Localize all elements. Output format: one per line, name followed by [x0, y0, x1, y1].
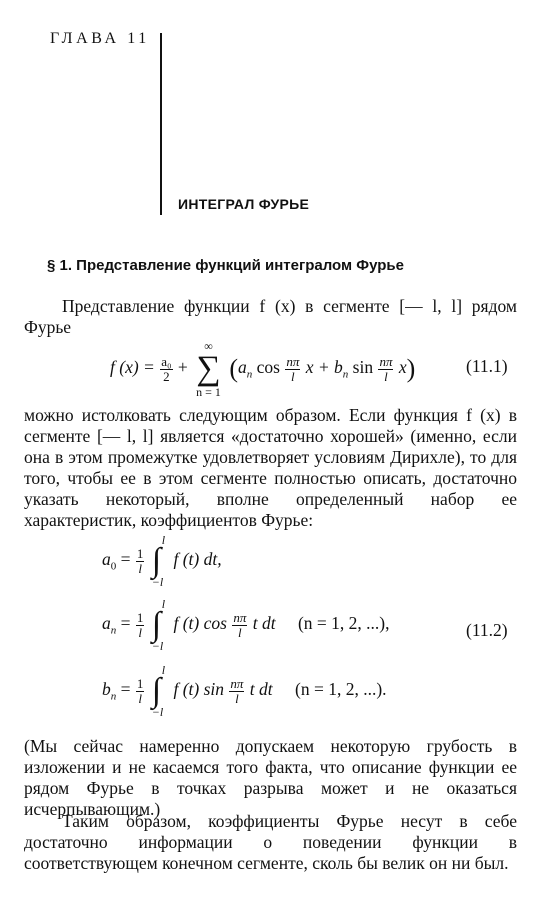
paragraph-4: Таким образом, коэффициенты Фурье несут в себе достаточно информации о поведении функции в соответствующем конечном сегменте, сколь бы велик он ни был. [24, 811, 517, 873]
eq1-plus: + [177, 357, 188, 378]
paragraph-2: можно истолковать следующим образом. Если функция f (x) в сегменте [— l, l] является «достаточно хорошей» (именно, если она в этом промежутке удовлетворяет условиям Дирихле), то для того, чтобы ее в этом сегменте полностью описать, достаточно указать некоторый, вполне определенный набор ее характеристик, коэффициентов Фурье: [24, 405, 517, 530]
eq1-b-sub: n [342, 368, 349, 381]
equation-11-2-line-2 [102, 598, 389, 652]
eq2-bn: b [102, 679, 111, 700]
eq1-x2: x [398, 357, 407, 378]
eq1-lhs: f (x) = [110, 357, 155, 378]
eq2-integral-2 [152, 598, 165, 652]
chapter-title: ИНТЕГРАЛ ФУРЬЕ [178, 196, 310, 212]
eq2-int1-bottom: −l [151, 575, 164, 589]
eq2-npi-den-3: l [235, 690, 239, 706]
eq2-int1-symbol: ∫ [151, 542, 162, 579]
eq2-body-3a: f (t) sin [173, 679, 225, 700]
paragraph-1: Представление функции f (x) в сегменте [— l, l] рядом Фурье [24, 296, 517, 337]
equation-11-2-line-3 [102, 664, 387, 718]
eq2-int2-symbol: ∫ [151, 606, 162, 643]
eq2-integral-1 [152, 534, 165, 588]
eq1-b: b [334, 357, 343, 378]
chapter-label: ГЛАВА 11 [50, 30, 150, 47]
eq1-frac2-den: l [384, 368, 388, 384]
equation-11-1 [110, 340, 415, 398]
eq2-int2-top: l [161, 597, 166, 611]
paragraph-3: (Мы сейчас намеренно допускаем некоторую грубость в изложении и не касаемся того факта, что описание функции ее рядом Фурье в точках разрыва может и не оказаться исчерпывающим.) [24, 736, 517, 819]
eq2-one-2: 1 [136, 609, 144, 625]
eq2-int2-bottom: −l [151, 639, 164, 653]
equation-11-2-line-1 [102, 534, 222, 588]
eq1-cos: cos [256, 357, 280, 378]
eq1-sum [196, 340, 221, 398]
eq2-condition-2: (n = 1, 2, ...), [297, 613, 390, 634]
eq2-frac-npi-2 [232, 611, 247, 639]
eq1-open-paren: ( [229, 354, 238, 383]
eq2-npi-num-3: nπ [230, 675, 244, 691]
eq2-an-sub: n [110, 624, 117, 637]
equation-number-11-2: (11.2) [466, 620, 508, 640]
eq2-l-1: l [138, 560, 142, 576]
eq2-body-2a: f (t) cos [173, 613, 227, 634]
eq2-condition-3: (n = 1, 2, ...). [295, 679, 387, 700]
eq2-l-2: l [138, 624, 142, 640]
eq2-int1-top: l [161, 533, 166, 547]
eq1-a0-fraction [160, 355, 172, 383]
eq1-frac2-num: nπ [379, 353, 393, 369]
eq1-a: a [237, 357, 247, 378]
eq2-body-2b: t dt [252, 613, 276, 634]
eq1-frac1-num: nπ [286, 353, 300, 369]
eq2-eq-sign-1: = [120, 549, 131, 570]
eq2-npi-num-2: nπ [233, 609, 247, 625]
eq1-a0-den: 2 [163, 368, 170, 384]
eq1-close-paren: ) [406, 354, 416, 383]
eq2-an: a [102, 613, 111, 634]
eq1-sin: sin [352, 357, 374, 378]
eq1-a-sub: n [246, 368, 253, 381]
eq2-integral-3 [152, 664, 165, 718]
eq2-int3-bottom: −l [151, 705, 164, 719]
eq2-frac-1-over-l-2 [136, 611, 145, 639]
eq2-a0-sub: 0 [110, 560, 117, 573]
eq2-eq-sign-2: = [120, 613, 131, 634]
eq1-frac-1 [285, 355, 300, 383]
eq1-sum-bottom: n = 1 [196, 385, 221, 399]
eq1-sum-top: ∞ [204, 339, 213, 353]
chapter-divider [160, 33, 162, 215]
eq1-x1: x + [305, 357, 330, 378]
section-heading: § 1. Представление функций интегралом Фурье [47, 257, 404, 274]
eq2-bn-sub: n [110, 690, 117, 703]
eq1-sum-symbol: ∑ [196, 350, 221, 387]
eq2-frac-npi-3 [229, 677, 244, 705]
eq2-one-1: 1 [136, 545, 144, 561]
eq2-frac-1-over-l-1 [136, 547, 145, 575]
eq1-frac-2 [378, 355, 393, 383]
eq2-int3-top: l [161, 663, 166, 677]
eq2-frac-1-over-l-3 [136, 677, 145, 705]
eq1-frac1-den: l [291, 368, 295, 384]
eq1-a0-num: a₀ [161, 353, 172, 369]
eq2-body-3b: t dt [249, 679, 273, 700]
equation-number-11-1: (11.1) [466, 356, 508, 376]
eq2-l-3: l [138, 690, 142, 706]
eq2-one-3: 1 [136, 675, 144, 691]
eq2-body-1: f (t) dt, [173, 549, 222, 570]
eq2-int3-symbol: ∫ [151, 672, 162, 709]
eq2-eq-sign-3: = [120, 679, 131, 700]
eq2-a0: a [102, 549, 111, 570]
eq2-npi-den-2: l [238, 624, 242, 640]
